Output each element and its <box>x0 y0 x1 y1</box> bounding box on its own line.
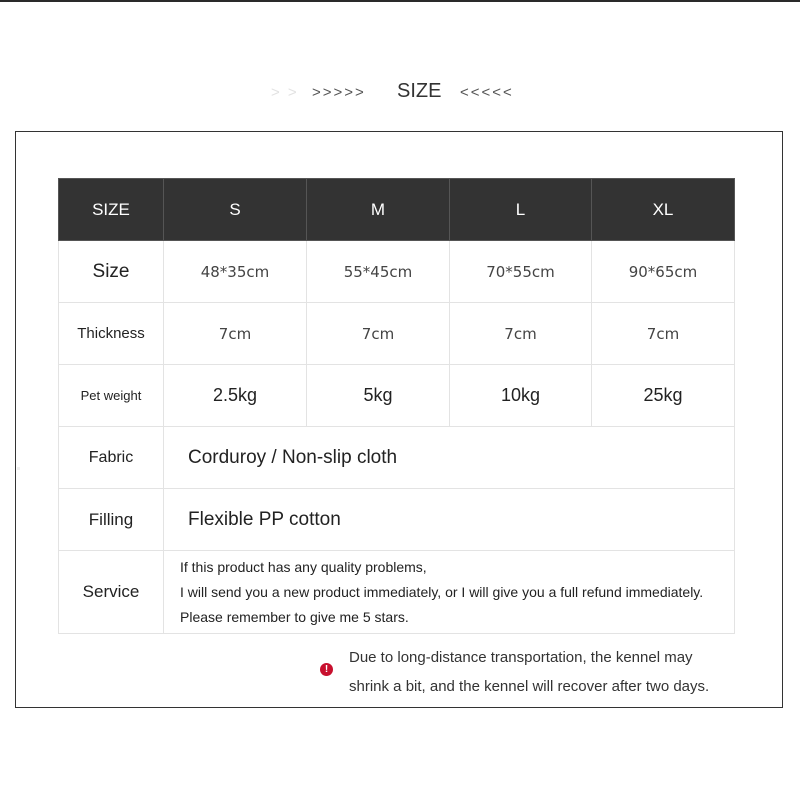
note-text <box>349 643 759 701</box>
section-heading <box>0 78 800 108</box>
header-cell-s: S <box>164 179 307 241</box>
table-cell: 5kg <box>307 365 450 427</box>
table-row-size <box>59 241 735 303</box>
row-label: Service <box>59 551 164 634</box>
table-cell: 7cm <box>164 303 307 365</box>
header-cell-size: SIZE <box>59 179 164 241</box>
table-cell: 7cm <box>450 303 592 365</box>
table-cell: 2.5kg <box>164 365 307 427</box>
table-row-service <box>59 551 735 634</box>
right-arrows: <<<<< <box>460 84 514 101</box>
table-row-pet-weight <box>59 365 735 427</box>
filling-value: Flexible PP cotton <box>164 489 735 551</box>
heading-title: SIZE <box>397 80 442 102</box>
table-cell: 10kg <box>450 365 592 427</box>
table-cell: 90*65cm <box>592 241 735 303</box>
row-label: Pet weight <box>59 365 164 427</box>
fabric-value: Corduroy / Non-slip cloth <box>164 427 735 489</box>
warning-icon: ! <box>320 663 333 676</box>
table-cell: 25kg <box>592 365 735 427</box>
table-cell: 48*35cm <box>164 241 307 303</box>
size-table <box>58 178 735 634</box>
row-label: Filling <box>59 489 164 551</box>
table-cell: 55*45cm <box>307 241 450 303</box>
top-rule <box>0 0 800 2</box>
row-label: Thickness <box>59 303 164 365</box>
service-line: I will send you a new product immediately, or I will give you a full refund immediately. <box>180 583 704 600</box>
service-line: Please remember to give me 5 stars. <box>180 608 409 625</box>
table-cell: 7cm <box>592 303 735 365</box>
edge-mark <box>17 467 20 470</box>
left-arrows: >>>>> <box>312 84 366 101</box>
header-cell-l: L <box>450 179 592 241</box>
table-row-thickness <box>59 303 735 365</box>
faded-arrows: > > <box>271 84 299 101</box>
note-line: Due to long-distance transportation, the kennel may <box>349 649 693 666</box>
row-label: Fabric <box>59 427 164 489</box>
service-line: If this product has any quality problems, <box>180 558 427 575</box>
row-label: Size <box>59 241 164 303</box>
table-row-fabric <box>59 427 735 489</box>
header-row <box>59 179 735 241</box>
service-text <box>164 551 735 634</box>
note-line: shrink a bit, and the kennel will recover after two days. <box>349 678 710 695</box>
header-cell-xl: XL <box>592 179 735 241</box>
table-cell: 7cm <box>307 303 450 365</box>
table-row-filling <box>59 489 735 551</box>
header-cell-m: M <box>307 179 450 241</box>
table-cell: 70*55cm <box>450 241 592 303</box>
